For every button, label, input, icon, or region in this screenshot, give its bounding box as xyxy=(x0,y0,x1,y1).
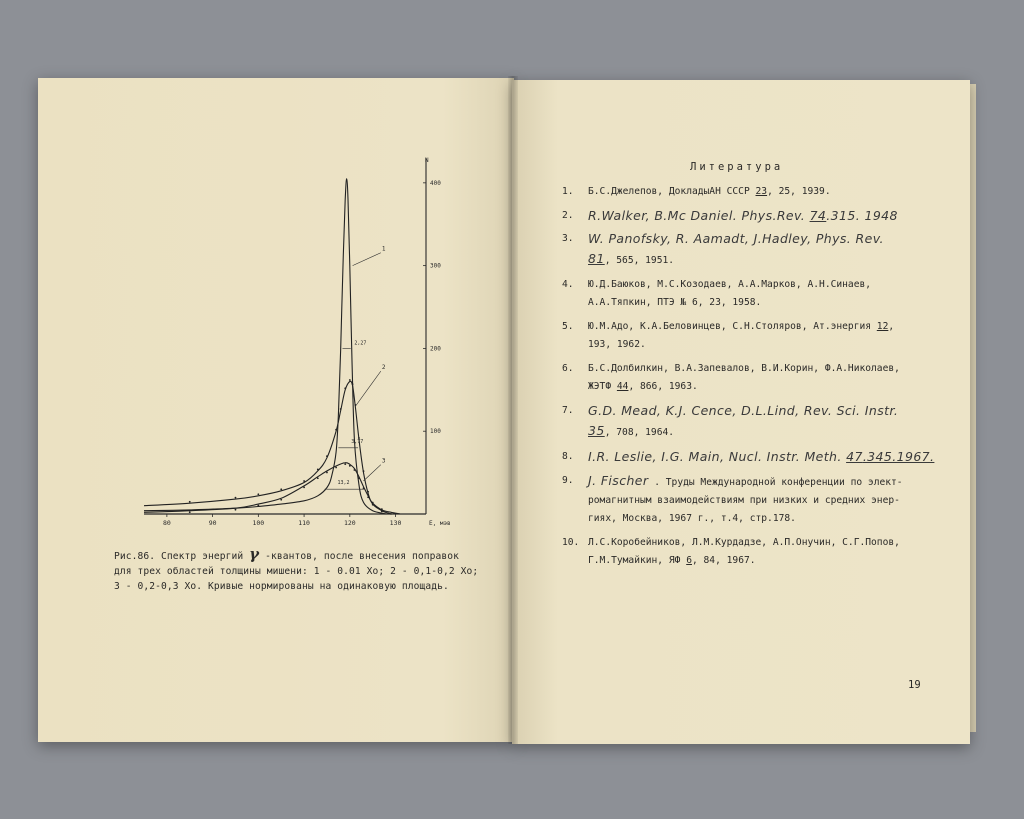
reference-segment: , xyxy=(888,321,895,332)
reference-line xyxy=(588,250,962,270)
figure-caption xyxy=(114,547,492,594)
reference-number: 2. xyxy=(562,210,574,221)
reference-line xyxy=(588,294,962,312)
reference-text xyxy=(588,230,962,270)
caption-line-2: для трех областей толщины мишени: 1 - 0.01 Xo; 2 - 0,1-0,2 Xo; xyxy=(114,566,479,577)
reference-line xyxy=(588,207,962,227)
data-point xyxy=(344,463,346,465)
data-point xyxy=(372,502,374,504)
caption-suffix: -квантов, после внесения поправок xyxy=(265,551,459,562)
data-point xyxy=(326,472,328,474)
width-annotation: 3,77 xyxy=(351,438,364,445)
width-annotation: 13,2 xyxy=(337,480,350,487)
data-point xyxy=(390,513,392,515)
x-tick-label: 90 xyxy=(208,519,217,527)
reference-segment: 12 xyxy=(876,321,889,332)
reference-segment: 35 xyxy=(588,423,605,438)
reference-line xyxy=(588,534,962,552)
data-point xyxy=(235,509,237,511)
reference-line xyxy=(588,183,962,201)
reference-segment: гиях, Москва, 1967 г., т.4, стр.178. xyxy=(588,513,796,524)
reference-segment: . Труды Международной конференции по элект- xyxy=(648,477,903,488)
reference-item xyxy=(562,360,962,396)
reference-segment: G.D. Mead, K.J. Cence, D.L.Lind, Rev. Sci. Instr. xyxy=(588,403,899,418)
reference-segment: ЖЭТФ xyxy=(588,381,617,392)
reference-text xyxy=(588,402,962,442)
page-number: 19 xyxy=(908,679,921,691)
data-point xyxy=(367,491,369,493)
reference-segment: , 565, 1951. xyxy=(604,255,675,266)
data-point xyxy=(340,408,342,410)
curve-label: 2 xyxy=(381,364,386,372)
reference-line xyxy=(588,336,962,354)
reference-line xyxy=(588,360,962,378)
reference-item xyxy=(562,472,962,528)
reference-line xyxy=(588,422,962,442)
data-point xyxy=(303,486,305,488)
reference-segment: ромагнитным взаимодействиям при низких и средних энер- xyxy=(588,495,900,506)
reference-line xyxy=(588,510,962,528)
y-tick-label: 400 xyxy=(430,179,441,187)
reference-line xyxy=(588,552,962,570)
data-point xyxy=(326,455,328,457)
width-annotation: 2,27 xyxy=(354,340,367,347)
reference-segment: I.R. Leslie, I.G. Main, Nucl. Instr. Meth. xyxy=(588,449,847,464)
data-point xyxy=(257,505,259,507)
reference-line xyxy=(588,230,962,250)
caption-prefix: Рис.86. Спектр энергий xyxy=(114,551,244,562)
x-tick-label: 120 xyxy=(343,519,356,527)
reference-segment: 23 xyxy=(755,186,768,197)
reference-number: 8. xyxy=(562,451,574,462)
x-unit-label: E, мэв xyxy=(429,520,451,527)
data-point xyxy=(344,387,346,389)
data-point xyxy=(280,488,282,490)
caption-line-1 xyxy=(114,547,492,564)
reference-segment: R.Walker, B.Mc Daniel. Phys.Rev. xyxy=(588,208,810,223)
reference-text xyxy=(588,276,962,312)
reference-text xyxy=(588,534,962,570)
data-point xyxy=(335,467,337,469)
data-point xyxy=(363,470,365,472)
reference-line xyxy=(588,472,962,492)
reference-segment: 44 xyxy=(616,381,629,392)
data-point xyxy=(367,496,369,498)
reference-text xyxy=(588,472,962,528)
reference-number: 7. xyxy=(562,405,574,416)
reference-line xyxy=(588,402,962,422)
reference-segment: J. Fischer xyxy=(588,473,649,488)
reference-item xyxy=(562,230,962,270)
reference-segment: А.А.Тяпкин, ПТЭ № 6, 23, 1958. xyxy=(588,297,762,308)
reference-number: 3. xyxy=(562,233,574,244)
reference-segment: Л.С.Коробейников, Л.М.Курдадзе, А.П.Онучин, С.Г.Попов, xyxy=(588,537,900,548)
data-point xyxy=(349,465,351,467)
y-unit-label: N xyxy=(425,157,429,164)
data-point xyxy=(352,383,354,385)
data-point xyxy=(317,469,319,471)
reference-number: 10. xyxy=(562,537,580,548)
data-point xyxy=(303,480,305,482)
reference-segment: 6 xyxy=(686,555,692,566)
series-3-line xyxy=(144,463,400,514)
reference-item xyxy=(562,183,962,201)
data-point xyxy=(353,469,355,471)
reference-item xyxy=(562,276,962,312)
gamma-spectrum-chart xyxy=(138,150,451,535)
reference-segment: 81 xyxy=(588,251,605,266)
reference-segment: .345.1967. xyxy=(862,449,935,464)
reference-segment: 193, 1962. xyxy=(588,339,646,350)
reference-text xyxy=(588,360,962,396)
y-tick-label: 300 xyxy=(430,262,441,270)
curve-label-leader xyxy=(355,371,381,406)
reference-number: 1. xyxy=(562,186,574,197)
reference-segment: Ю.М.Адо, К.А.Беловинцев, С.Н.Столяров, Ат.энергия xyxy=(588,321,877,332)
reference-item xyxy=(562,402,962,442)
data-point xyxy=(257,493,259,495)
data-point xyxy=(358,477,360,479)
data-point xyxy=(189,511,191,513)
data-point xyxy=(349,379,351,381)
reference-segment: 47 xyxy=(846,449,863,464)
x-tick-label: 130 xyxy=(389,519,402,527)
caption-line-3: 3 - 0,2-0,3 Xo. Кривые нормированы на одинаковую площадь. xyxy=(114,581,449,592)
references-list xyxy=(562,183,962,570)
x-tick-label: 110 xyxy=(298,519,310,527)
data-point xyxy=(381,510,383,512)
reference-text xyxy=(588,183,962,201)
reference-item xyxy=(562,207,962,227)
curve-label: 3 xyxy=(381,457,386,465)
reference-text xyxy=(588,318,962,354)
reference-segment: W. Panofsky, R. Aamadt, J.Hadley, Phys. Rev. xyxy=(588,231,884,246)
reference-segment: Ю.Д.Баюков, М.С.Козодаев, А.А.Марков, А.Н.Синаев, xyxy=(588,279,872,290)
curve-label: 1 xyxy=(381,245,386,253)
data-point xyxy=(317,477,319,479)
reference-segment: Б.С.Долбилкин, В.А.Запевалов, В.И.Корин, Ф.А.Николаев, xyxy=(588,363,900,374)
reference-item xyxy=(562,534,962,570)
data-point xyxy=(235,497,237,499)
x-tick-label: 100 xyxy=(252,519,265,527)
book-gutter xyxy=(508,76,518,744)
reference-line xyxy=(588,276,962,294)
reference-item xyxy=(562,448,962,468)
data-point xyxy=(381,508,383,510)
reference-line xyxy=(588,492,962,510)
reference-segment: , 25, 1939. xyxy=(767,186,831,197)
data-point xyxy=(372,504,374,506)
reference-item xyxy=(562,318,962,354)
reference-number: 6. xyxy=(562,363,574,374)
reference-segment: , 84, 1967. xyxy=(691,555,756,566)
data-point xyxy=(280,499,282,501)
reference-line xyxy=(588,378,962,396)
reference-text xyxy=(588,448,962,468)
reference-segment: 74 xyxy=(809,208,827,223)
y-tick-label: 100 xyxy=(430,428,441,436)
data-point xyxy=(335,429,337,431)
x-tick-label: 80 xyxy=(162,519,171,527)
y-tick-label: 200 xyxy=(430,345,441,353)
reference-segment: , 866, 1963. xyxy=(628,381,698,392)
reference-number: 4. xyxy=(562,279,574,290)
curve-label-leader xyxy=(364,465,381,481)
reference-segment: , 708, 1964. xyxy=(604,427,675,438)
reference-line xyxy=(588,318,962,336)
series-1-line xyxy=(144,179,386,514)
reference-line xyxy=(588,448,962,468)
reference-number: 9. xyxy=(562,475,574,486)
gamma-symbol: γ xyxy=(249,545,260,563)
curve-label-leader xyxy=(353,253,381,266)
reference-number: 5. xyxy=(562,321,574,332)
reference-segment: .315. 1948 xyxy=(826,208,898,223)
data-point xyxy=(189,501,191,503)
reference-segment: Г.М.Тумайкин, ЯФ xyxy=(588,555,687,566)
reference-text xyxy=(588,207,962,227)
reference-segment: Б.С.Джелепов, ДокладыАН СССР xyxy=(588,186,756,197)
references-title: Литература xyxy=(690,161,784,173)
data-point xyxy=(363,487,365,489)
